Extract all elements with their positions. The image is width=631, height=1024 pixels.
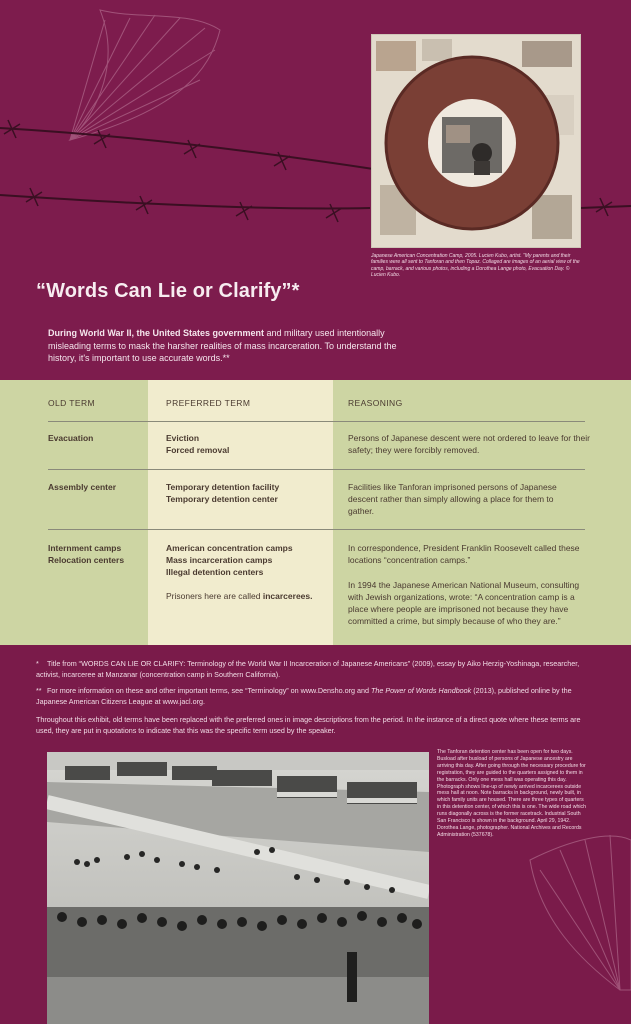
footnote-mark: * [36,659,39,668]
preferred-term: American concentration camps [166,543,293,553]
row-2-preferred [166,481,326,505]
row-3-reasoning-2: In 1994 the Japanese American National Museum, consulting with Jewish organizations, wrote: “A concentration camp is a place where people are imprisoned not because they have committed a crime, but simply because of who they are.” [348,580,580,626]
footnote-italic: The Power of Words Handbook [371,686,472,695]
intro-bold: During World War II, the United States government [48,328,265,338]
footnote-mark: ** [36,686,42,695]
preferred-term: Temporary detention facility [166,482,280,492]
row-3-old-term [48,542,143,566]
header-preferred-term: PREFERRED TERM [166,398,251,408]
intro-paragraph [48,327,398,365]
footnote-2 [36,686,596,707]
preferred-term: Temporary detention center [166,494,278,504]
table-divider [48,469,585,470]
page-title: “Words Can Lie or Clarify”* [36,280,300,302]
footnote-1 [36,659,596,680]
ginkgo-leaf-icon [520,820,631,1000]
row-1-old-term: Evacuation [48,433,94,443]
note-text: Prisoners here are called [166,591,263,601]
footnote-text: Title from “WORDS CAN LIE OR CLARIFY: Terminology of the World War II Incarceration of Japanese Americans” (2009), essay by Aiko Herzig-Yoshinaga, researcher, activist, incarceree at Manzanar (concentration camp in Southern California). [36,659,580,679]
note-bold: incarcerees. [262,591,313,601]
preferred-term: Eviction [166,433,200,443]
preferred-term: Forced removal [166,445,230,455]
row-2-reasoning: Facilities like Tanforan imprisoned persons of Japanese descent rather than simply allowing a place for them to gather. [348,482,557,516]
photo-caption: The Tanforan detention center has been open for two days. Busload after busload of persons of Japanese ancestry are arriving this day. After going through the necessary procedure for registration, they are guided to the quarters assigned to them in the barracks. Only one mess hall was operating this day. Photograph shows line-up of newly arrived incarcerees outside mess hall at noon. Note barracks in background, newly built, in which family units are housed. There are three types of quarters in this detention center, of which this is one. The wide road which runs diagonally across is the former racetrack. Industrial South San Francisco is shown in the background. April 29, 1942. Dorothea Lange, photographer. National Archives and Records Administration (537678). [437,749,586,838]
table-divider [48,421,585,422]
header-reasoning: REASONING [348,398,403,408]
table-divider [48,529,585,530]
row-1-reasoning: Persons of Japanese descent were not ordered to leave for their safety; they were forcibly removed. [348,433,590,455]
collage-artwork [371,34,581,248]
intro-text: and military used intentionally misleading terms to mask the harsher realities of mass incarceration. To understand the history, it's important to use accurate words.** [48,328,397,363]
row-1-preferred [166,432,326,456]
row-3-preferred [166,542,326,578]
row-3-note [166,590,326,602]
collage-caption: Japanese American Concentration Camp, 2005. Lucien Kubo, artist. “My parents and their families were all sent to Tanforan and then Topaz. Collaged are images of an aerial view of the camp, barrack, and various photos, including a Dorothea Lange photo, Evacuation Day. © Lucien Kubo. [371,253,580,279]
footnote-3: Throughout this exhibit, old terms have been replaced with the preferred ones in image descriptions from the period. In the instance of a direct quote where these terms are used, they are put in quotations to indicate that this was the specific term used by the speaker. [36,715,581,735]
header-old-term: OLD TERM [48,398,95,408]
row-3-reasoning-1: In correspondence, President Franklin Roosevelt called these locations “concentration camps.” [348,543,580,565]
tanforan-photograph [47,752,429,1024]
preferred-term: Illegal detention centers [166,567,264,577]
old-term: Internment camps [48,543,122,553]
preferred-term: Mass incarceration camps [166,555,273,565]
preferred-term-column [148,380,333,645]
row-2-old-term: Assembly center [48,482,117,492]
footnote-text: For more information on these and other important terms, see “Terminology” on www.Densho.org and [47,686,371,695]
footnote-text: (2013), published online by the Japanese American Citizens League at www.jacl.org. [36,686,572,706]
old-term: Relocation centers [48,555,125,565]
